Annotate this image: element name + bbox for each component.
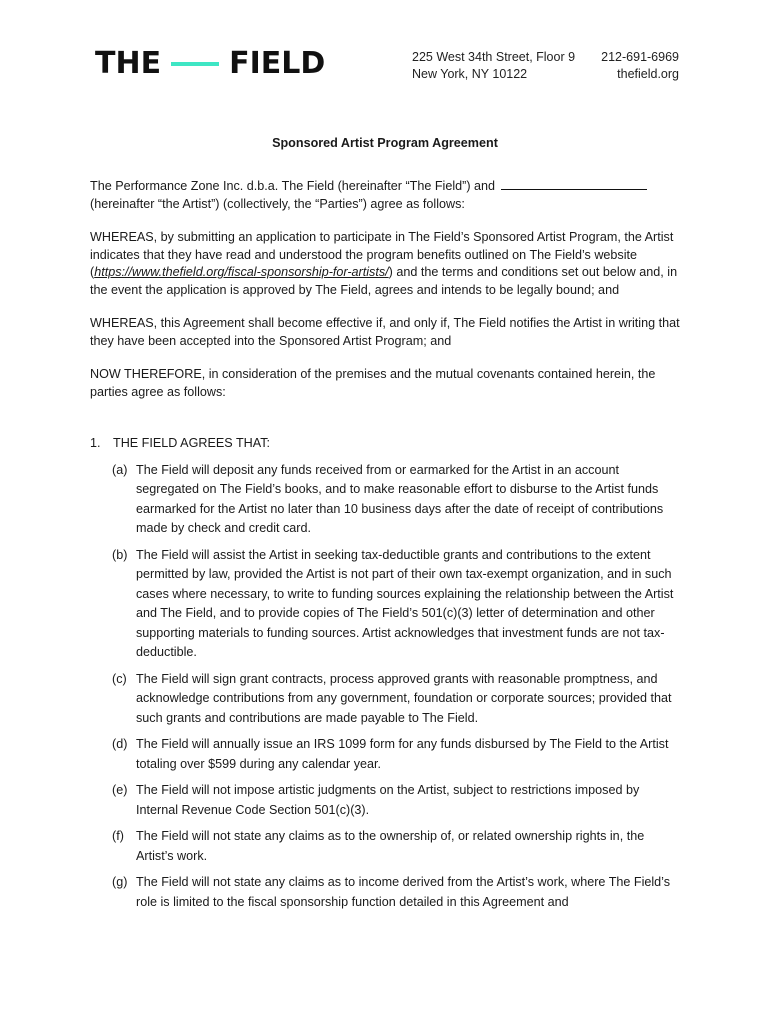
address-line-1: 225 West 34th Street, Floor 9 [412, 50, 576, 64]
artist-name-blank[interactable] [501, 177, 647, 190]
intro-part-2: (hereinafter “the Artist”) (collectively, the “Parties”) agree as follows: [90, 196, 465, 211]
fiscal-sponsorship-link[interactable]: https://www.thefield.org/fiscal-sponsorship-for-artists/ [94, 265, 389, 279]
now-therefore-paragraph: NOW THEREFORE, in consideration of the premises and the mutual covenants contained herein, the parties agree as follows: [90, 367, 656, 399]
list-item [112, 827, 682, 866]
section-1-list [90, 461, 682, 913]
item-marker: (f) [112, 829, 124, 843]
item-text: The Field will not state any claims as to income derived from the Artist’s work, where The Field’s role is limited to the fiscal sponsorship function detailed in this Agreement and [136, 875, 671, 909]
document-title: Sponsored Artist Program Agreement [272, 136, 498, 150]
list-item [112, 873, 682, 912]
section-1-number: 1. [90, 436, 101, 450]
item-text: The Field will annually issue an IRS 1099 form for any funds disbursed by The Field to the Artist totaling over $599 during any calendar year. [136, 737, 669, 771]
address-block [412, 49, 575, 83]
section-1-heading [90, 435, 682, 453]
website-text: thefield.org [617, 67, 679, 81]
list-item [112, 735, 682, 774]
item-marker: (g) [112, 875, 128, 889]
item-text: The Field will sign grant contracts, process approved grants with reasonable promptness, and acknowledge contributions from any government, foundation or corporate sources; provided that such grants and contributions are made payable to The Field. [136, 671, 672, 725]
the-field-logo [95, 46, 325, 81]
logo-text-the: THE [95, 46, 162, 81]
item-text: The Field will deposit any funds received from or earmarked for the Artist in an account segregated on The Field’s books, and to make reasonable effort to disburse to the Artist funds earmarked for the Artist no later than 10 business days after the date of receipt of contributions made by check and credit card. [136, 462, 664, 535]
whereas-1-after: ) and the terms and conditions set out below and, in the event the application is approved by The Field, agrees and intends to be legally bound; and [90, 265, 678, 297]
intro-part-1: The Performance Zone Inc. d.b.a. The Field (hereinafter “The Field”) and [90, 179, 496, 193]
item-text: The Field will not state any claims as to the ownership of, or related ownership rights in, the Artist’s work. [136, 829, 645, 863]
item-marker: (c) [112, 671, 127, 686]
whereas-1-before: WHEREAS, by submitting an application to participate in The Field’s Sponsored Artist Program, the Artist indicates that they have read and understood the program benefits outlined on The Field’s website ( [90, 230, 674, 279]
intro-paragraph [90, 177, 682, 213]
list-item [112, 461, 682, 539]
list-item [112, 546, 682, 663]
list-item [112, 781, 682, 820]
whereas-paragraph-2: WHEREAS, this Agreement shall become effective if, and only if, The Field notifies the Artist in writing that they have been accepted into the Sponsored Artist Program; and [90, 316, 680, 348]
logo-dash-icon [171, 62, 219, 66]
logo-text-field: FIELD [229, 46, 326, 81]
item-text: The Field will assist the Artist in seeking tax-deductible grants and contributions to the extent permitted by law, provided the Artist is not part of their own tax-exempt organization, and in such cases where necessary, to write to funding sources explaining the relationship between the Artist and The Field, and to provide copies of The Field’s 501(c)(3) letter of determination and other supporting materials to funding sources. Artist acknowledges that investment funds are not tax-deductible. [136, 547, 674, 659]
whereas-paragraph-1 [90, 229, 682, 299]
phone-number: 212-691-6969 [601, 50, 679, 64]
item-marker: (d) [112, 737, 128, 751]
section-1-title: THE FIELD AGREES THAT: [113, 436, 270, 450]
item-marker: (e) [112, 783, 128, 797]
address-line-2: New York, NY 10122 [412, 67, 528, 81]
contact-block [601, 49, 679, 83]
item-marker: (a) [112, 462, 128, 477]
item-marker: (b) [112, 547, 128, 562]
list-item [112, 670, 682, 729]
item-text: The Field will not impose artistic judgments on the Artist, subject to restrictions imposed by Internal Revenue Code Section 501(c)(3). [136, 783, 640, 817]
document-body [90, 177, 682, 919]
